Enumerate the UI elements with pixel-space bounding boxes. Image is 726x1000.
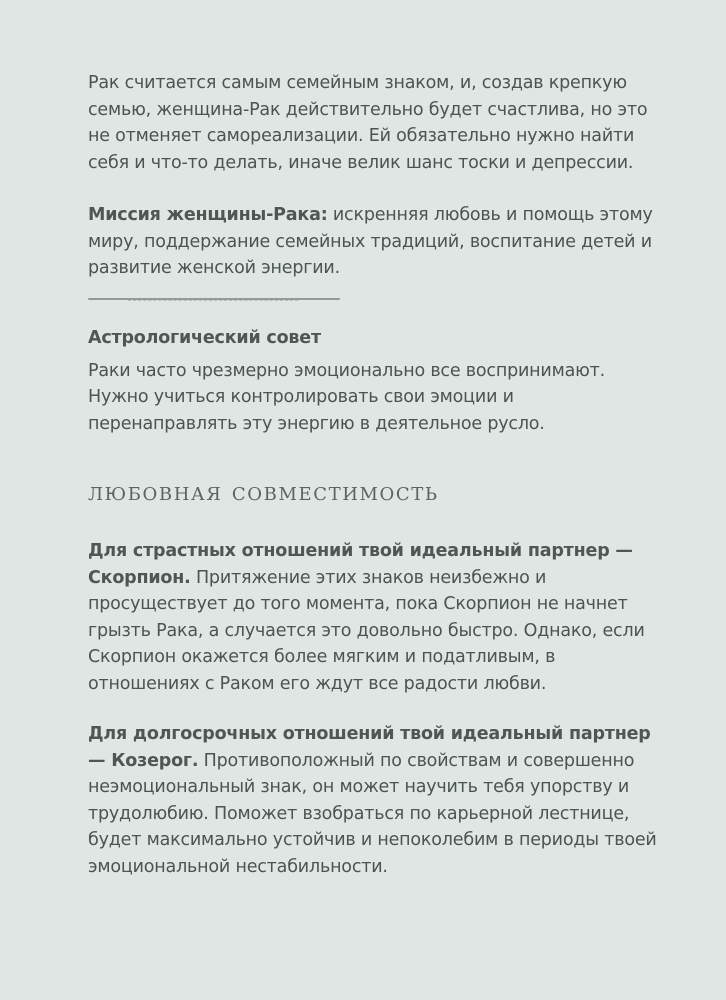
longterm-label: Для долгосрочных отношений твой идеальный партнер — Козерог. bbox=[88, 724, 651, 771]
mission-paragraph bbox=[88, 202, 668, 282]
passion-label: Для страстных отношений твой идеальный партнер — Скорпион. bbox=[88, 541, 633, 588]
longterm-paragraph bbox=[88, 721, 668, 880]
mission-label: Миссия женщины-Рака: bbox=[88, 205, 328, 225]
longterm-text: Противоположный по свойствам и совершенно неэмоциональный знак, он может научить тебя упорству и трудолюбию. Поможет взобраться по карьерной лестнице, будет максимально устойчив и непоколебим в периоды твоей эмоциональной нестабильности. bbox=[88, 750, 657, 877]
advice-paragraph bbox=[88, 358, 668, 438]
compatibility-heading: любовная совместимость bbox=[88, 477, 439, 506]
mission-text: искренняя любовь и помощь этому миру, поддержание семейных традиций, воспитание детей и развитие женской энергии. bbox=[88, 205, 653, 278]
passion-text: Притяжение этих знаков неизбежно и просуществует до того момента, пока Скорпион не начнет грызть Рака, а случается это довольно быстро. Однако, если Скорпион окажется более мягким и податливым, в отношениях с Раком его ждут все радости любви. bbox=[88, 567, 645, 694]
intro-paragraph bbox=[88, 70, 668, 176]
page-content bbox=[88, 70, 668, 880]
advice-text: Раки часто чрезмерно эмоционально все воспринимают. Нужно учиться контролировать свои эмоции и перенаправлять эту энергию в деятельное русло. bbox=[88, 360, 605, 434]
intro-text: Рак считается самым семейным знаком, и, создав крепкую семью, женщина-Рак действительно будет счастлива, но это не отменяет самореализации. Ей обязательно нужно найти себя и что-то делать, иначе велик шанс тоски и депрессии. bbox=[88, 73, 648, 173]
section-divider bbox=[88, 298, 340, 300]
advice-title: Астрологический совет bbox=[88, 327, 321, 348]
passion-paragraph bbox=[88, 538, 668, 697]
